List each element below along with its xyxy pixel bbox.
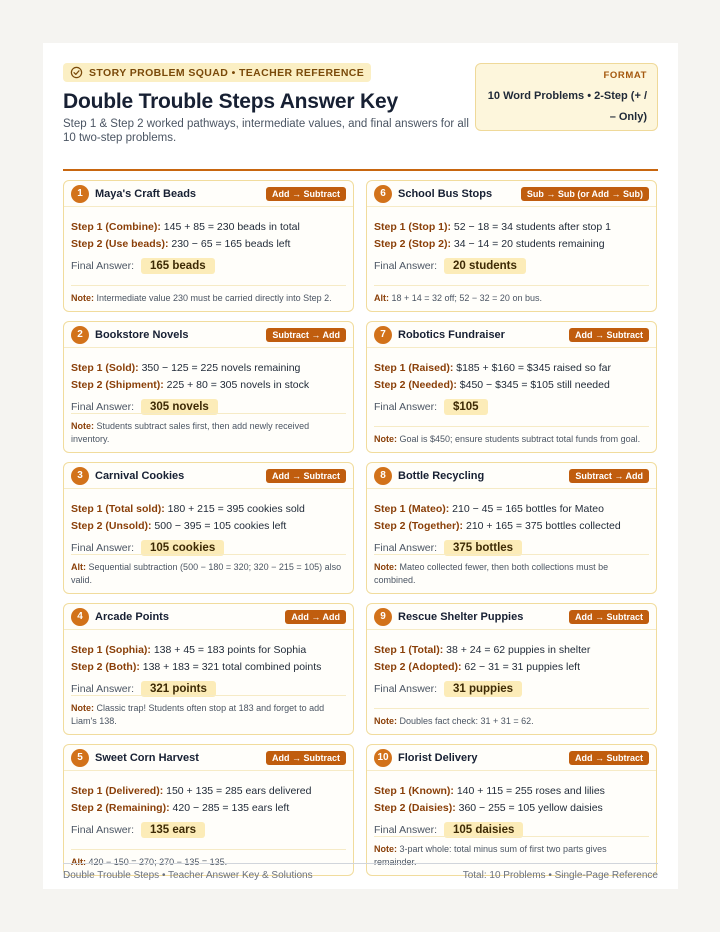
final-answer-value: 321 points: [141, 681, 216, 697]
step-1: [374, 642, 649, 659]
final-answer-row: [374, 255, 649, 277]
note-text: 420 − 150 = 270; 270 − 135 = 135.: [86, 857, 228, 867]
note-text: Sequential subtraction (500 − 180 = 320; 320 − 215 = 105) also valid.: [71, 562, 342, 585]
step-2: [374, 236, 649, 253]
page-subtitle: Step 1 & Step 2 worked pathways, intermediate values, and final answers for all 10 two-step problems.: [63, 118, 469, 144]
step-2: [374, 518, 649, 535]
problem-number: 5: [71, 749, 89, 767]
card-body: [64, 489, 353, 559]
operation-badge: Add → Subtract: [569, 328, 649, 342]
note-label: Note:: [71, 421, 94, 431]
problem-card: [366, 321, 657, 453]
problem-card: [366, 462, 657, 594]
final-answer-row: [374, 396, 649, 418]
final-answer-row: [374, 678, 649, 700]
final-answer-value: 20 students: [444, 258, 526, 274]
final-answer-label: Final Answer:: [71, 260, 135, 272]
problem-card: [63, 744, 354, 876]
problem-number: 7: [374, 326, 392, 344]
step-1: [374, 360, 649, 377]
step-1: [71, 642, 346, 659]
card-note: [71, 285, 346, 305]
problem-card: [63, 603, 354, 735]
note-label: Note:: [71, 293, 94, 303]
step-1-text: 180 + 215 = 395 cookies sold: [164, 503, 305, 515]
step-2-text: 420 − 285 = 135 ears left: [169, 802, 290, 814]
card-header: [367, 604, 656, 630]
step-2-text: 360 − 255 = 105 yellow daisies: [455, 802, 603, 814]
step-2: [71, 377, 346, 394]
step-2-label: Step 2 (Daisies):: [374, 802, 456, 814]
card-header: [367, 181, 656, 207]
final-answer-label: Final Answer:: [374, 824, 438, 836]
step-1-text: 52 − 18 = 34 students after stop 1: [451, 221, 611, 233]
note-label: Note:: [374, 844, 397, 854]
final-answer-value: 375 bottles: [444, 540, 522, 556]
problem-title: Sweet Corn Harvest: [95, 751, 199, 764]
card-header: [64, 463, 353, 489]
note-text: 3-part whole: total minus sum of first two parts gives remainder.: [374, 844, 607, 867]
final-answer-label: Final Answer:: [71, 401, 135, 413]
step-1-text: 38 + 24 = 62 puppies in shelter: [443, 644, 591, 656]
step-2-text: 34 − 14 = 20 students remaining: [451, 238, 605, 250]
header-tag: [63, 63, 371, 82]
note-label: Note:: [374, 434, 397, 444]
final-answer-value: 305 novels: [141, 399, 218, 415]
problem-number: 10: [374, 749, 392, 767]
operation-badge: Add → Subtract: [266, 751, 346, 765]
step-2-label: Step 2 (Stop 2):: [374, 238, 452, 250]
note-text: Intermediate value 230 must be carried directly into Step 2.: [94, 293, 332, 303]
final-answer-label: Final Answer:: [374, 260, 438, 272]
step-1-text: $185 + $160 = $345 raised so far: [453, 362, 611, 374]
step-1-label: Step 1 (Mateo):: [374, 503, 450, 515]
problem-number: 6: [374, 185, 392, 203]
step-2-text: 138 + 183 = 321 total combined points: [139, 661, 322, 673]
step-1-label: Step 1 (Total sold):: [71, 503, 165, 515]
final-answer-value: 135 ears: [141, 822, 205, 838]
step-1: [71, 219, 346, 236]
step-2-text: 210 + 165 = 375 bottles collected: [463, 520, 621, 532]
step-2: [71, 800, 346, 817]
problem-card: [366, 180, 657, 312]
step-2-text: 230 − 65 = 165 beads left: [168, 238, 291, 250]
step-2-label: Step 2 (Use beads):: [71, 238, 169, 250]
step-2-label: Step 2 (Adopted):: [374, 661, 462, 673]
problem-card: [63, 462, 354, 594]
card-body: [367, 771, 656, 841]
card-header: [64, 745, 353, 771]
step-2-text: 225 + 80 = 305 novels in stock: [163, 379, 310, 391]
problem-number: 2: [71, 326, 89, 344]
note-text: Mateo collected fewer, then both collections must be combined.: [374, 562, 609, 585]
step-1: [374, 501, 649, 518]
step-1-text: 138 + 45 = 183 points for Sophia: [150, 644, 307, 656]
step-2-label: Step 2 (Unsold):: [71, 520, 152, 532]
operation-badge: Add → Subtract: [569, 751, 649, 765]
step-1-label: Step 1 (Delivered):: [71, 785, 164, 797]
operation-badge: Subtract → Add: [266, 328, 346, 342]
footer-right: Total: 10 Problems • Single-Page Reference: [462, 870, 658, 881]
problem-card: [366, 603, 657, 735]
page-header: [63, 63, 658, 171]
problem-title: School Bus Stops: [398, 187, 493, 200]
problem-grid: [63, 180, 658, 876]
note-label: Note:: [374, 562, 397, 572]
footer-left: Double Trouble Steps • Teacher Answer Key & Solutions: [63, 870, 313, 881]
answer-key-page: [43, 43, 678, 889]
final-answer-value: 105 daisies: [444, 822, 523, 838]
check-circle-icon: [70, 66, 83, 79]
step-1: [71, 501, 346, 518]
card-body: [367, 207, 656, 277]
operation-badge: Add → Subtract: [266, 187, 346, 201]
step-1: [374, 219, 649, 236]
card-header: [367, 322, 656, 348]
step-2: [71, 518, 346, 535]
final-answer-label: Final Answer:: [71, 542, 135, 554]
card-note: [374, 426, 649, 446]
step-1-text: 140 + 115 = 255 roses and lilies: [453, 785, 605, 797]
problem-title: Robotics Fundraiser: [398, 328, 505, 341]
note-text: Classic trap! Students often stop at 183 and forget to add Liam's 138.: [71, 703, 325, 726]
card-note: [71, 695, 346, 728]
step-1-label: Step 1 (Sold):: [71, 362, 139, 374]
step-1-text: 210 − 45 = 165 bottles for Mateo: [449, 503, 604, 515]
card-body: [367, 489, 656, 559]
step-2-label: Step 2 (Shipment):: [71, 379, 164, 391]
step-1-label: Step 1 (Stop 1):: [374, 221, 452, 233]
step-1-label: Step 1 (Raised):: [374, 362, 454, 374]
step-2: [374, 377, 649, 394]
step-2-label: Step 2 (Remaining):: [71, 802, 170, 814]
card-header: [367, 463, 656, 489]
problem-title: Bottle Recycling: [398, 469, 485, 482]
operation-badge: Add → Subtract: [569, 610, 649, 624]
final-answer-value: 165 beads: [141, 258, 215, 274]
note-label: Note:: [374, 716, 397, 726]
problem-number: 3: [71, 467, 89, 485]
step-1: [374, 783, 649, 800]
problem-number: 9: [374, 608, 392, 626]
final-answer-label: Final Answer:: [71, 824, 135, 836]
step-2-text: 62 − 31 = 31 puppies left: [461, 661, 581, 673]
final-answer-row: [71, 255, 346, 277]
problem-title: Florist Delivery: [398, 751, 478, 764]
step-2-label: Step 2 (Needed):: [374, 379, 457, 391]
step-1-label: Step 1 (Sophia):: [71, 644, 151, 656]
problem-title: Bookstore Novels: [95, 328, 189, 341]
note-label: Alt:: [71, 562, 86, 572]
format-box: [475, 63, 658, 131]
problem-number: 1: [71, 185, 89, 203]
problem-card: [366, 744, 657, 876]
step-1-text: 150 + 135 = 285 ears delivered: [163, 785, 312, 797]
step-1-label: Step 1 (Combine):: [71, 221, 161, 233]
operation-badge: Sub → Sub (or Add → Sub): [521, 187, 649, 201]
card-header: [367, 745, 656, 771]
step-2-text: 500 − 395 = 105 cookies left: [151, 520, 287, 532]
step-1-text: 350 − 125 = 225 novels remaining: [138, 362, 301, 374]
final-answer-value: 31 puppies: [444, 681, 522, 697]
card-note: [374, 708, 649, 728]
step-2: [71, 659, 346, 676]
note-label: Note:: [71, 703, 94, 713]
final-answer-label: Final Answer:: [71, 683, 135, 695]
format-value: 10 Word Problems • 2-Step (+ / – Only): [487, 90, 647, 123]
problem-title: Maya's Craft Beads: [95, 187, 197, 200]
final-answer-label: Final Answer:: [374, 542, 438, 554]
card-note: [71, 413, 346, 446]
note-label: Alt:: [374, 293, 389, 303]
final-answer-value: 105 cookies: [141, 540, 224, 556]
step-2: [71, 236, 346, 253]
step-2-label: Step 2 (Both):: [71, 661, 140, 673]
problem-number: 4: [71, 608, 89, 626]
step-1: [71, 783, 346, 800]
header-tag-text: STORY PROBLEM SQUAD • TEACHER REFERENCE: [89, 66, 365, 79]
page-title: Double Trouble Steps Answer Key: [63, 90, 398, 113]
format-label: FORMAT: [603, 70, 647, 81]
problem-card: [63, 321, 354, 453]
operation-badge: Add → Add: [285, 610, 346, 624]
note-text: 18 + 14 = 32 off; 52 − 32 = 20 on bus.: [389, 293, 542, 303]
card-body: [367, 348, 656, 418]
final-answer-value: $105: [444, 399, 488, 415]
card-body: [64, 630, 353, 700]
card-header: [64, 604, 353, 630]
note-text: Students subtract sales first, then add newly received inventory.: [71, 421, 310, 444]
problem-number: 8: [374, 467, 392, 485]
problem-title: Arcade Points: [95, 610, 169, 623]
step-1: [71, 360, 346, 377]
note-text: Doubles fact check: 31 + 31 = 62.: [397, 716, 534, 726]
step-2-text: $450 − $345 = $105 still needed: [456, 379, 610, 391]
problem-card: [63, 180, 354, 312]
final-answer-label: Final Answer:: [374, 401, 438, 413]
final-answer-label: Final Answer:: [374, 683, 438, 695]
final-answer-row: [71, 819, 346, 841]
problem-title: Rescue Shelter Puppies: [398, 610, 524, 623]
step-1-label: Step 1 (Total):: [374, 644, 444, 656]
operation-badge: Add → Subtract: [266, 469, 346, 483]
problem-title: Carnival Cookies: [95, 469, 185, 482]
card-note: [374, 285, 649, 305]
note-text: Goal is $450; ensure students subtract total funds from goal.: [397, 434, 641, 444]
card-body: [64, 207, 353, 277]
step-2-label: Step 2 (Together):: [374, 520, 464, 532]
step-1-label: Step 1 (Known):: [374, 785, 454, 797]
card-header: [64, 181, 353, 207]
card-note: [71, 554, 346, 587]
operation-badge: Subtract → Add: [569, 469, 649, 483]
card-body: [64, 348, 353, 418]
step-1-text: 145 + 85 = 230 beads in total: [160, 221, 300, 233]
card-body: [64, 771, 353, 841]
step-2: [374, 800, 649, 817]
page-footer: [63, 863, 658, 881]
card-note: [374, 554, 649, 587]
card-header: [64, 322, 353, 348]
card-body: [367, 630, 656, 700]
note-label: Alt:: [71, 857, 86, 867]
step-2: [374, 659, 649, 676]
